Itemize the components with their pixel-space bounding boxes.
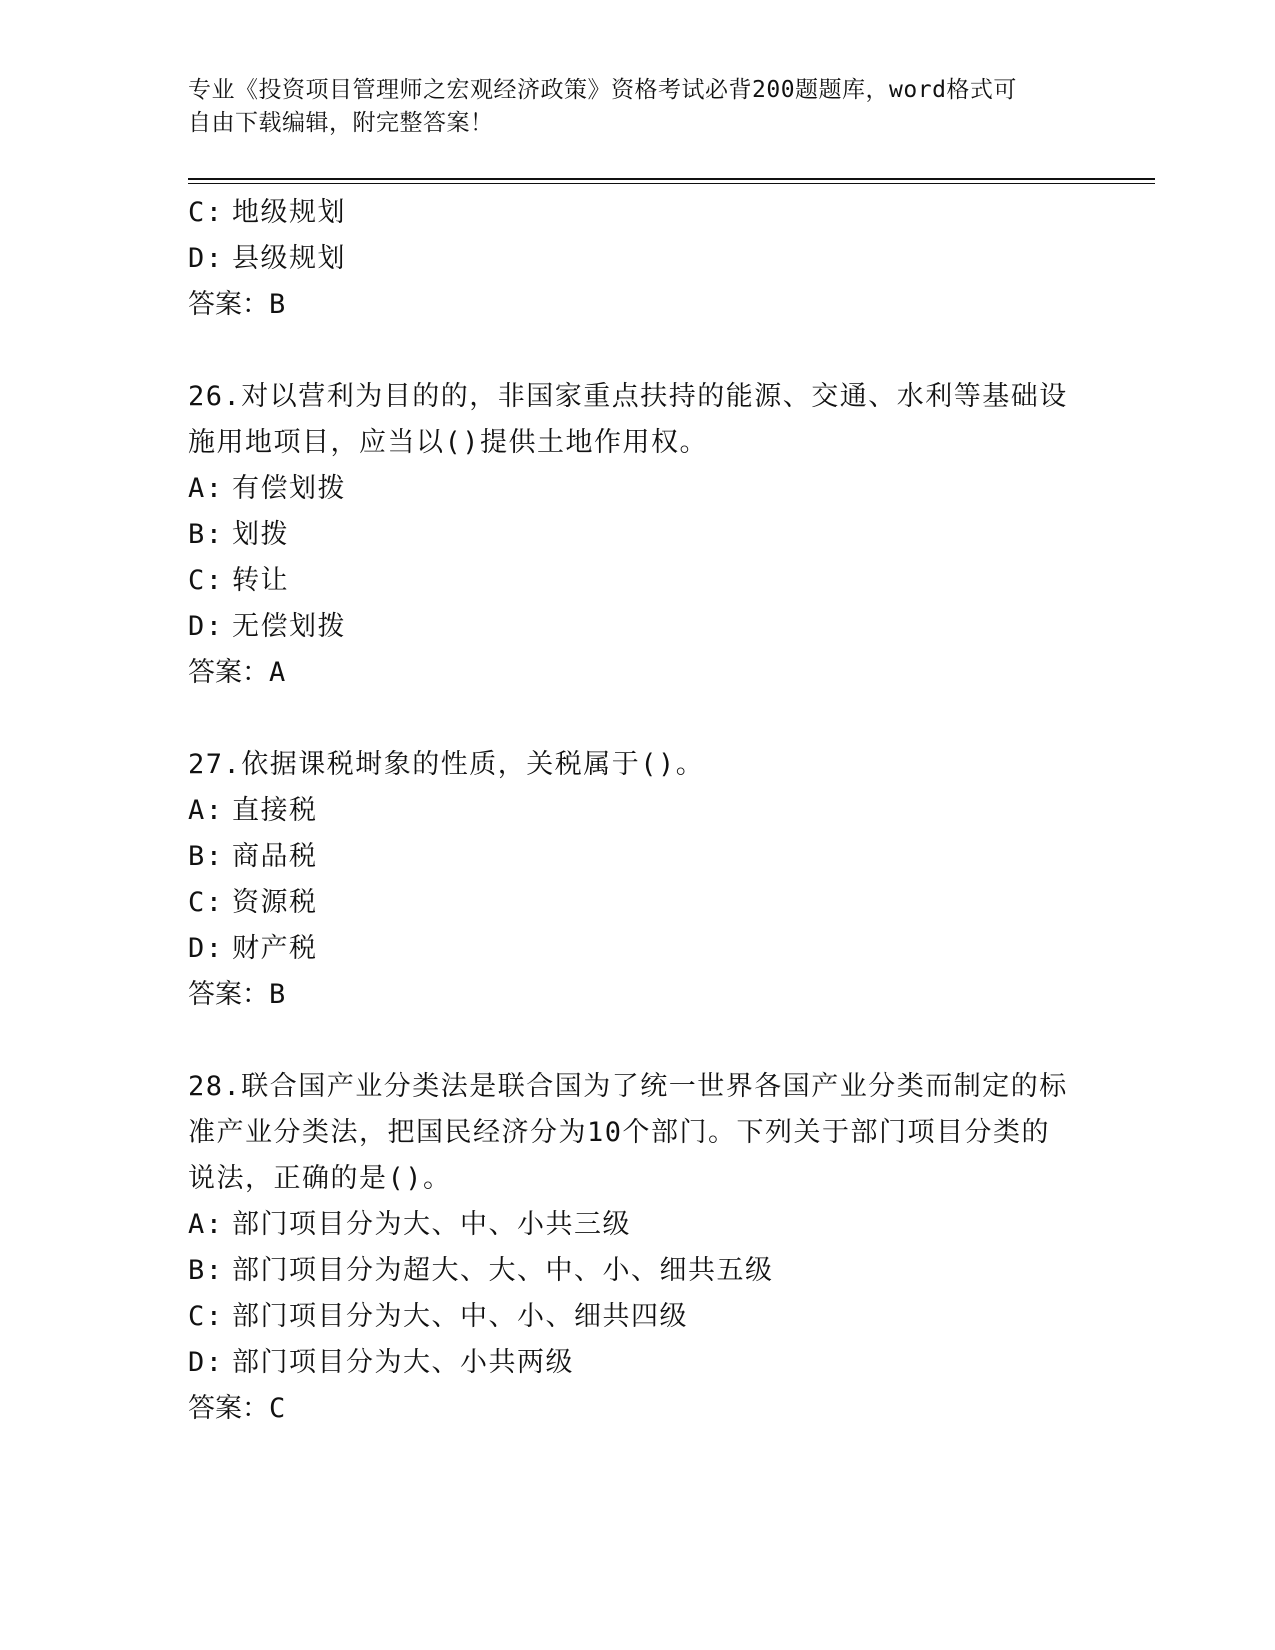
question-stem-line: 准产业分类法，把国民经济分为10个部门。下列关于部门项目分类的 [188, 1117, 1051, 1148]
option-key: B: [188, 1255, 224, 1286]
option-a [188, 466, 1148, 512]
header-rule-thin [188, 183, 1155, 184]
option-key: A: [188, 473, 224, 504]
header-line-1: 专业《投资项目管理师之宏观经济政策》资格考试必背200题题库，word格式可 [188, 77, 1017, 103]
option-b [188, 512, 1148, 558]
option-text: 地级规划 [232, 197, 346, 228]
document-body [188, 190, 1148, 1432]
question-stem-line: 27.依据课税埘象的性质，关税属于()。 [188, 749, 705, 780]
option-a [188, 1202, 1148, 1248]
spacer [188, 328, 1148, 374]
question-stem-line: 26.对以营利为目的的，非国家重点扶持的能源、交通、水利等基础设 [188, 381, 1068, 412]
answer-line: 答案：A [188, 657, 286, 688]
option-key: B: [188, 519, 224, 550]
option-text: 部门项目分为超大、大、中、小、细共五级 [232, 1255, 774, 1286]
option-text: 无偿划拨 [232, 611, 346, 642]
question-stem-line: 施用地项目，应当以()提供土地作用权。 [188, 427, 709, 458]
answer-line: 答案：B [188, 979, 286, 1010]
option-text: 直接税 [232, 795, 318, 826]
option-key: D: [188, 243, 224, 274]
option-text: 部门项目分为大、中、小共三级 [232, 1209, 631, 1240]
option-key: C: [188, 565, 224, 596]
option-text: 转让 [232, 565, 289, 596]
option-a [188, 788, 1148, 834]
option-text: 划拨 [232, 519, 289, 550]
question-26 [188, 374, 1148, 696]
option-text: 商品税 [232, 841, 318, 872]
option-d [188, 604, 1148, 650]
document-header [188, 74, 1088, 140]
header-line-2: 自由下载编辑，附完整答案！ [188, 110, 494, 136]
option-b [188, 834, 1148, 880]
option-key: D: [188, 1347, 224, 1378]
option-text: 部门项目分为大、中、小、细共四级 [232, 1301, 688, 1332]
option-text: 财产税 [232, 933, 318, 964]
answer-line: 答案：B [188, 289, 286, 320]
question-28 [188, 1064, 1148, 1432]
option-text: 有偿划拨 [232, 473, 346, 504]
option-key: A: [188, 1209, 224, 1240]
option-key: C: [188, 197, 224, 228]
header-rule-thick [188, 178, 1155, 180]
option-c [188, 190, 1148, 236]
spacer [188, 696, 1148, 742]
option-key: B: [188, 841, 224, 872]
question-27 [188, 742, 1148, 1018]
question-stem-line: 说法，正确的是()。 [188, 1163, 452, 1194]
answer-line: 答案：C [188, 1393, 286, 1424]
option-text: 资源税 [232, 887, 318, 918]
option-c [188, 880, 1148, 926]
option-b [188, 1248, 1148, 1294]
option-d [188, 1340, 1148, 1386]
option-key: A: [188, 795, 224, 826]
option-key: C: [188, 887, 224, 918]
question-25-tail [188, 190, 1148, 328]
option-d [188, 236, 1148, 282]
option-text: 部门项目分为大、小共两级 [232, 1347, 574, 1378]
spacer [188, 1018, 1148, 1064]
option-key: C: [188, 1301, 224, 1332]
option-c [188, 1294, 1148, 1340]
option-key: D: [188, 611, 224, 642]
option-d [188, 926, 1148, 972]
question-stem-line: 28.联合国产业分类法是联合国为了统一世界各国产业分类而制定的标 [188, 1071, 1068, 1102]
option-c [188, 558, 1148, 604]
option-text: 县级规划 [232, 243, 346, 274]
option-key: D: [188, 933, 224, 964]
